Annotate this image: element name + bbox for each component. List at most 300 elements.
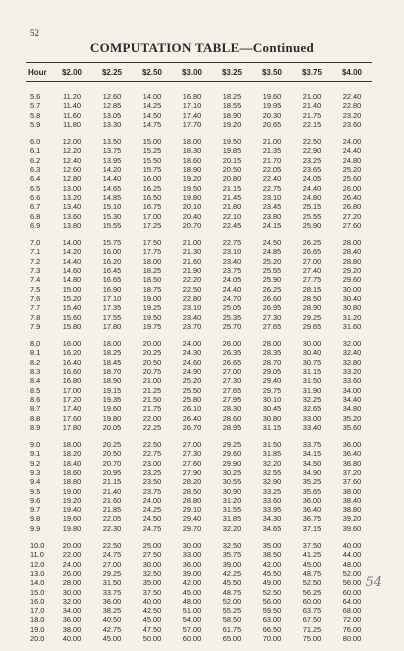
amount-cell: 56.25 — [302, 587, 322, 597]
amount-cell: 20.80 — [222, 174, 242, 184]
amount-cell: 19.00 — [142, 293, 162, 303]
amount-cell: 22.20 — [182, 275, 202, 285]
amount-cell: 66.50 — [262, 624, 282, 634]
amount-cell: 26.80 — [342, 202, 362, 212]
amount-cell: 19.80 — [102, 413, 122, 423]
amount-cell: 23.75 — [222, 266, 242, 276]
column-header-rate: $3.75 — [301, 67, 323, 77]
amount-cell: 21.40 — [302, 101, 322, 111]
hour-cell: 6.7 — [30, 202, 41, 212]
amount-cell: 32.20 — [262, 458, 282, 468]
amount-cell: 21.00 — [262, 137, 282, 147]
amount-cell: 25.55 — [262, 266, 282, 276]
amount-cell: 22.00 — [142, 413, 162, 423]
hour-cell: 16.0 — [30, 596, 45, 606]
amount-cell: 30.25 — [222, 467, 242, 477]
amount-cell: 28.00 — [342, 238, 362, 248]
table-row — [26, 111, 372, 120]
amount-cell: 25.35 — [222, 312, 242, 322]
amount-cell: 35.65 — [302, 486, 322, 496]
row-group — [26, 440, 372, 533]
column-header-rate: $2.50 — [141, 67, 163, 77]
amount-cell: 29.90 — [222, 458, 242, 468]
amount-cell: 22.40 — [342, 92, 362, 101]
amount-cell: 21.70 — [262, 155, 282, 165]
amount-cell: 25.20 — [182, 376, 202, 386]
amount-cell: 33.20 — [342, 367, 362, 377]
amount-cell: 27.00 — [222, 367, 242, 377]
amount-cell: 32.50 — [142, 568, 162, 578]
amount-cell: 18.25 — [142, 266, 162, 276]
amount-cell: 27.90 — [182, 467, 202, 477]
amount-cell: 31.85 — [222, 514, 242, 524]
table-header — [26, 62, 372, 82]
amount-cell: 20.25 — [102, 440, 122, 450]
amount-cell: 60.00 — [342, 587, 362, 597]
amount-cell: 28.80 — [342, 256, 362, 266]
amount-cell: 14.20 — [62, 247, 82, 257]
hour-cell: 7.3 — [30, 266, 41, 276]
amount-cell: 21.85 — [102, 505, 122, 515]
amount-cell: 24.00 — [342, 137, 362, 147]
amount-cell: 27.30 — [262, 312, 282, 322]
amount-cell: 22.45 — [222, 220, 242, 230]
amount-cell: 19.25 — [142, 303, 162, 313]
amount-cell: 30.00 — [62, 587, 82, 597]
amount-cell: 52.00 — [222, 596, 242, 606]
hour-cell: 7.6 — [30, 293, 41, 303]
amount-cell: 19.40 — [62, 505, 82, 515]
amount-cell: 22.50 — [102, 541, 122, 551]
amount-cell: 26.40 — [342, 192, 362, 202]
hour-cell: 7.1 — [30, 247, 41, 257]
amount-cell: 29.40 — [262, 376, 282, 386]
amount-cell: 26.00 — [62, 568, 82, 578]
table-row — [26, 257, 372, 266]
hour-cell: 8.1 — [30, 348, 41, 358]
amount-cell: 20.25 — [142, 348, 162, 358]
amount-cell: 36.40 — [302, 505, 322, 515]
amount-cell: 28.35 — [262, 348, 282, 358]
amount-cell: 16.00 — [62, 339, 82, 349]
amount-cell: 19.20 — [182, 174, 202, 184]
amount-cell: 30.00 — [302, 339, 322, 349]
amount-cell: 21.80 — [222, 202, 242, 212]
amount-cell: 21.40 — [102, 486, 122, 496]
amount-cell: 29.25 — [302, 312, 322, 322]
amount-cell: 16.50 — [142, 192, 162, 202]
amount-cell: 31.55 — [222, 505, 242, 515]
amount-cell: 14.00 — [142, 92, 162, 101]
amount-cell: 51.00 — [182, 606, 202, 616]
amount-cell: 32.40 — [342, 348, 362, 358]
amount-cell: 60.00 — [182, 634, 202, 644]
amount-cell: 39.00 — [222, 559, 242, 569]
amount-cell: 34.50 — [302, 458, 322, 468]
table-row — [26, 578, 372, 587]
amount-cell: 33.60 — [342, 376, 362, 386]
amount-cell: 28.60 — [222, 413, 242, 423]
amount-cell: 19.20 — [62, 495, 82, 505]
amount-cell: 24.40 — [302, 183, 322, 193]
table-row — [26, 101, 372, 110]
amount-cell: 15.00 — [62, 284, 82, 294]
hour-cell: 9.8 — [30, 514, 41, 524]
amount-cell: 13.60 — [62, 211, 82, 221]
amount-cell: 37.50 — [302, 541, 322, 551]
amount-cell: 27.00 — [302, 256, 322, 266]
hour-cell: 9.2 — [30, 458, 41, 468]
amount-cell: 22.10 — [222, 211, 242, 221]
amount-cell: 23.40 — [182, 312, 202, 322]
amount-cell: 25.50 — [182, 385, 202, 395]
table-row — [26, 285, 372, 294]
amount-cell: 56.00 — [342, 578, 362, 588]
amount-cell: 19.80 — [182, 192, 202, 202]
amount-cell: 26.25 — [262, 284, 282, 294]
amount-cell: 18.25 — [222, 92, 242, 101]
table-row — [26, 588, 372, 597]
amount-cell: 23.25 — [142, 467, 162, 477]
amount-cell: 26.25 — [302, 238, 322, 248]
amount-cell: 41.25 — [302, 550, 322, 560]
amount-cell: 16.90 — [102, 284, 122, 294]
hour-cell: 14.0 — [30, 578, 45, 588]
amount-cell: 24.80 — [302, 192, 322, 202]
amount-cell: 30.00 — [142, 559, 162, 569]
amount-cell: 18.45 — [102, 357, 122, 367]
table-row — [26, 541, 372, 550]
amount-cell: 27.30 — [222, 376, 242, 386]
amount-cell: 21.35 — [262, 146, 282, 156]
amount-cell: 20.30 — [262, 110, 282, 120]
amount-cell: 42.75 — [102, 624, 122, 634]
hour-cell: 7.2 — [30, 256, 41, 266]
amount-cell: 13.40 — [62, 202, 82, 212]
table-row — [26, 367, 372, 376]
amount-cell: 32.25 — [302, 394, 322, 404]
row-group — [26, 541, 372, 643]
amount-cell: 18.00 — [142, 256, 162, 266]
amount-cell: 22.40 — [262, 174, 282, 184]
table-row — [26, 146, 372, 155]
amount-cell: 17.55 — [102, 312, 122, 322]
amount-cell: 38.80 — [342, 505, 362, 515]
amount-cell: 20.05 — [102, 422, 122, 432]
amount-cell: 31.20 — [342, 312, 362, 322]
amount-cell: 31.50 — [302, 376, 322, 386]
column-header-rate: $3.25 — [221, 67, 243, 77]
amount-cell: 72.00 — [342, 615, 362, 625]
amount-cell: 12.60 — [62, 165, 82, 175]
hour-cell: 9.0 — [30, 440, 41, 450]
amount-cell: 24.60 — [182, 357, 202, 367]
amount-cell: 25.15 — [302, 202, 322, 212]
amount-cell: 15.80 — [62, 321, 82, 331]
amount-cell: 35.20 — [342, 413, 362, 423]
amount-cell: 36.00 — [342, 440, 362, 450]
column-header-hour: Hour — [28, 67, 47, 77]
amount-cell: 27.95 — [222, 394, 242, 404]
amount-cell: 60.00 — [302, 596, 322, 606]
hour-cell: 10.0 — [30, 541, 45, 551]
amount-cell: 12.80 — [62, 174, 82, 184]
amount-cell: 29.10 — [182, 505, 202, 515]
amount-cell: 26.00 — [222, 339, 242, 349]
amount-cell: 29.75 — [262, 385, 282, 395]
table-row — [26, 348, 372, 357]
table-row — [26, 165, 372, 174]
amount-cell: 22.25 — [142, 422, 162, 432]
hour-cell: 9.7 — [30, 505, 41, 515]
amount-cell: 16.20 — [102, 256, 122, 266]
amount-cell: 29.60 — [342, 275, 362, 285]
amount-cell: 17.80 — [62, 422, 82, 432]
table-row — [26, 212, 372, 221]
amount-cell: 24.15 — [262, 220, 282, 230]
amount-cell: 31.85 — [262, 449, 282, 459]
amount-cell: 26.65 — [222, 357, 242, 367]
amount-cell: 39.00 — [182, 568, 202, 578]
amount-cell: 13.50 — [102, 137, 122, 147]
amount-cell: 15.00 — [142, 137, 162, 147]
amount-cell: 21.45 — [222, 192, 242, 202]
amount-cell: 14.25 — [142, 101, 162, 111]
amount-cell: 13.80 — [62, 220, 82, 230]
hour-cell: 20.0 — [30, 634, 45, 644]
hour-cell: 13.0 — [30, 568, 45, 578]
amount-cell: 13.05 — [102, 110, 122, 120]
amount-cell: 36.00 — [302, 495, 322, 505]
amount-cell: 19.20 — [222, 119, 242, 129]
amount-cell: 31.60 — [342, 321, 362, 331]
amount-cell: 32.50 — [222, 541, 242, 551]
amount-cell: 20.50 — [222, 165, 242, 175]
table-row — [26, 156, 372, 165]
amount-cell: 29.25 — [102, 568, 122, 578]
amount-cell: 22.05 — [262, 165, 282, 175]
amount-cell: 22.50 — [302, 137, 322, 147]
amount-cell: 21.30 — [182, 247, 202, 257]
amount-cell: 37.15 — [302, 523, 322, 533]
amount-cell: 55.25 — [222, 606, 242, 616]
amount-cell: 16.00 — [142, 174, 162, 184]
table-row — [26, 560, 372, 569]
hour-cell: 5.9 — [30, 119, 41, 129]
amount-cell: 28.50 — [302, 293, 322, 303]
amount-cell: 47.50 — [142, 624, 162, 634]
amount-cell: 42.25 — [222, 568, 242, 578]
amount-cell: 18.70 — [102, 367, 122, 377]
amount-cell: 21.25 — [142, 385, 162, 395]
amount-cell: 24.40 — [342, 146, 362, 156]
amount-cell: 30.10 — [262, 394, 282, 404]
amount-cell: 37.60 — [342, 477, 362, 487]
table-row — [26, 404, 372, 413]
hour-cell: 5.6 — [30, 92, 41, 101]
amount-cell: 18.90 — [222, 110, 242, 120]
amount-cell: 26.60 — [262, 293, 282, 303]
amount-cell: 31.15 — [302, 367, 322, 377]
amount-cell: 22.50 — [142, 440, 162, 450]
table-row — [26, 487, 372, 496]
amount-cell: 30.40 — [342, 293, 362, 303]
hour-cell: 9.6 — [30, 495, 41, 505]
amount-cell: 33.00 — [302, 413, 322, 423]
amount-cell: 27.20 — [342, 211, 362, 221]
amount-cell: 30.75 — [302, 357, 322, 367]
amount-cell: 26.35 — [222, 348, 242, 358]
amount-cell: 23.25 — [302, 155, 322, 165]
amount-cell: 49.00 — [262, 578, 282, 588]
hour-cell: 11.0 — [30, 550, 44, 560]
amount-cell: 24.00 — [142, 495, 162, 505]
amount-cell: 25.00 — [142, 541, 162, 551]
amount-cell: 24.50 — [262, 238, 282, 248]
amount-cell: 30.45 — [262, 404, 282, 414]
amount-cell: 35.75 — [222, 550, 242, 560]
hour-cell: 7.4 — [30, 275, 41, 285]
amount-cell: 21.00 — [302, 92, 322, 101]
amount-cell: 19.60 — [102, 404, 122, 414]
amount-cell: 76.00 — [342, 624, 362, 634]
amount-cell: 16.40 — [62, 357, 82, 367]
amount-cell: 25.80 — [182, 394, 202, 404]
amount-cell: 21.15 — [102, 477, 122, 487]
table-row — [26, 514, 372, 523]
column-header-rate: $4.00 — [341, 67, 363, 77]
amount-cell: 12.60 — [102, 92, 122, 101]
row-group — [26, 238, 372, 331]
amount-cell: 28.20 — [182, 477, 202, 487]
amount-cell: 48.00 — [342, 559, 362, 569]
amount-cell: 42.00 — [262, 559, 282, 569]
amount-cell: 32.00 — [62, 596, 82, 606]
amount-cell: 27.60 — [342, 220, 362, 230]
amount-cell: 16.80 — [182, 92, 202, 101]
amount-cell: 40.50 — [102, 615, 122, 625]
amount-cell: 17.70 — [182, 119, 202, 129]
amount-cell: 17.10 — [102, 293, 122, 303]
amount-cell: 28.00 — [62, 578, 82, 588]
amount-cell: 14.75 — [142, 119, 162, 129]
table-row — [26, 193, 372, 202]
amount-cell: 17.35 — [102, 303, 122, 313]
column-header-rate: $2.25 — [101, 67, 123, 77]
table-row — [26, 524, 372, 533]
amount-cell: 23.10 — [262, 192, 282, 202]
amount-cell: 33.75 — [302, 440, 322, 450]
amount-cell: 14.40 — [62, 256, 82, 266]
amount-cell: 15.60 — [62, 312, 82, 322]
hour-cell: 7.0 — [30, 238, 41, 248]
amount-cell: 20.15 — [222, 155, 242, 165]
amount-cell: 22.00 — [62, 550, 82, 560]
amount-cell: 34.15 — [302, 449, 322, 459]
amount-cell: 23.10 — [182, 303, 202, 313]
amount-cell: 30.00 — [182, 541, 202, 551]
amount-cell: 20.00 — [62, 541, 82, 551]
amount-cell: 31.50 — [262, 440, 282, 450]
table-row — [26, 386, 372, 395]
amount-cell: 45.00 — [102, 634, 122, 644]
amount-cell: 34.40 — [342, 394, 362, 404]
amount-cell: 17.10 — [182, 101, 202, 111]
amount-cell: 36.80 — [342, 458, 362, 468]
amount-cell: 56.00 — [262, 596, 282, 606]
amount-cell: 15.75 — [142, 165, 162, 175]
amount-cell: 18.75 — [142, 284, 162, 294]
amount-cell: 29.65 — [302, 321, 322, 331]
hour-cell: 9.4 — [30, 477, 41, 487]
amount-cell: 59.50 — [262, 606, 282, 616]
amount-cell: 38.25 — [102, 606, 122, 616]
amount-cell: 54.00 — [182, 615, 202, 625]
amount-cell: 15.40 — [62, 303, 82, 313]
amount-cell: 18.20 — [62, 449, 82, 459]
table-row — [26, 303, 372, 312]
amount-cell: 18.60 — [182, 155, 202, 165]
amount-cell: 24.75 — [142, 523, 162, 533]
amount-cell: 17.40 — [182, 110, 202, 120]
hour-cell: 9.1 — [30, 449, 41, 459]
amount-cell: 17.80 — [102, 321, 122, 331]
table-body — [26, 92, 372, 643]
amount-cell: 23.75 — [142, 486, 162, 496]
amount-cell: 28.15 — [302, 284, 322, 294]
amount-cell: 38.40 — [342, 495, 362, 505]
amount-cell: 18.90 — [182, 165, 202, 175]
hour-cell: 18.0 — [30, 615, 45, 625]
amount-cell: 36.00 — [102, 596, 122, 606]
amount-cell: 34.65 — [262, 523, 282, 533]
amount-cell: 20.10 — [182, 202, 202, 212]
amount-cell: 30.40 — [302, 348, 322, 358]
table-row — [26, 275, 372, 284]
amount-cell: 23.60 — [342, 119, 362, 129]
amount-cell: 21.90 — [182, 266, 202, 276]
amount-cell: 45.50 — [262, 568, 282, 578]
amount-cell: 63.00 — [262, 615, 282, 625]
handwritten-page-mark: 54 — [365, 575, 382, 590]
table-row — [26, 423, 372, 432]
amount-cell: 27.00 — [102, 559, 122, 569]
amount-cell: 15.25 — [142, 146, 162, 156]
table-row — [26, 137, 372, 146]
amount-cell: 24.05 — [222, 275, 242, 285]
amount-cell: 17.00 — [142, 211, 162, 221]
amount-cell: 42.50 — [142, 606, 162, 616]
amount-cell: 48.75 — [302, 568, 322, 578]
page-title: COMPUTATION TABLE—Continued — [89, 40, 315, 55]
amount-cell: 61.75 — [222, 624, 242, 634]
amount-cell: 32.20 — [222, 523, 242, 533]
hour-cell: 7.5 — [30, 284, 41, 294]
amount-cell: 23.70 — [182, 321, 202, 331]
amount-cell: 21.15 — [222, 183, 242, 193]
amount-cell: 28.70 — [262, 357, 282, 367]
table-row — [26, 496, 372, 505]
table-row — [26, 440, 372, 449]
amount-cell: 52.00 — [342, 568, 362, 578]
amount-cell: 16.65 — [102, 275, 122, 285]
amount-cell: 30.90 — [222, 486, 242, 496]
amount-cell: 31.20 — [222, 495, 242, 505]
hour-cell: 9.9 — [30, 523, 41, 533]
amount-cell: 17.20 — [62, 394, 82, 404]
table-row — [26, 477, 372, 486]
amount-cell: 18.55 — [222, 101, 242, 111]
